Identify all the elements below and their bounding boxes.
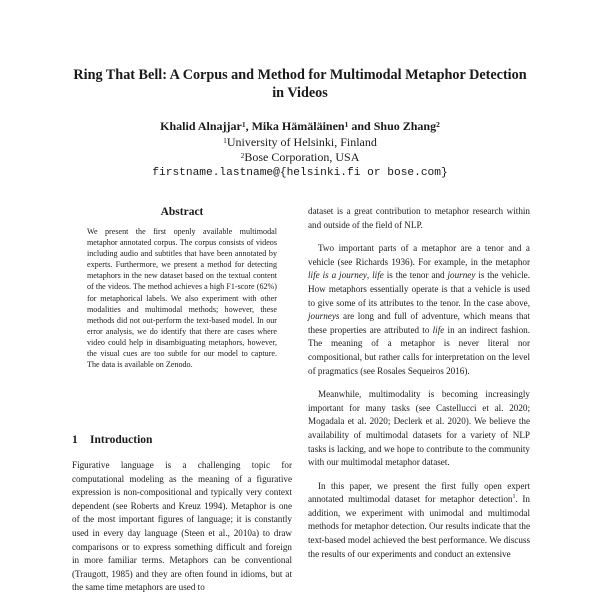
p4-text-a: In this paper, we present the first fully open expert annotated multimodal dataset for metaphor detection [308, 480, 530, 505]
p2-emph-5: life [432, 324, 445, 335]
affiliation-2-text: Bose Corporation, USA [244, 150, 360, 164]
author-2: Mika Hämäläinen [251, 119, 345, 133]
affiliation-2 [40, 150, 560, 166]
p2-emph-3: journey [447, 270, 476, 281]
author-sep-1: , [245, 119, 252, 133]
p2-text-d: is the vehicle. How metaphors essentially operate is that a vehicle is used to give some of its attributes to the tenor. In the case above, [308, 270, 530, 308]
affiliation-1 [40, 135, 560, 151]
section-heading-introduction [72, 434, 292, 446]
title-line-1: Ring That Bell: A Corpus and Method for Multimodal Metaphor Detection [73, 67, 527, 83]
author-3-sup: 2 [436, 120, 440, 129]
right-paragraph-4 [308, 480, 530, 562]
p2-emph-4: journeys [308, 311, 340, 322]
affiliation-1-sup: 1 [223, 135, 227, 145]
author-1-sup: 1 [241, 120, 246, 129]
author-names [40, 119, 560, 135]
p2-text-b: , [366, 270, 373, 281]
author-3: Shuo Zhang [373, 119, 437, 133]
section-title: Introduction [90, 434, 153, 446]
title-line-2: in Videos [272, 85, 328, 101]
right-paragraph-2 [308, 242, 530, 378]
p4-text-b: . In addition, we experiment with unimodal and multimodal methods for metaphor detection. Our results indicate that the text-based model achieved the best performance. We discuss the results of our experiments and conduct an extensive [308, 494, 530, 559]
author-block [40, 119, 560, 181]
right-paragraph-3: Meanwhile, multimodality is becoming increasingly important for many tasks (see Castellucci et al. 2020; Mogadala et al. 2020; Declerk et al. 2020). We believe the availability of multimodal datasets for a variety of NLP tasks is lacking, and we hope to contribute to the community with our multimodal metaphor dataset. [308, 389, 530, 468]
p2-text-f: in an indirect fashion. The meaning of a metaphor is never literal nor compositional, but rather calls for interpretation on the level of pragmatics (see Rosales Sequeiros 2016). [308, 324, 530, 376]
p2-text-a: Two important parts of a metaphor are a tenor and a vehicle (see Richards 1936). For example, in the metaphor [308, 243, 530, 267]
paper-title [40, 66, 560, 102]
introduction-paragraph: Figurative language is a challenging topic for computational modeling as the meaning of a figurative expression is non-compositional and typically very context dependent (see Roberts and Kreuz 1994). Metaphor is one of the most important figures of language; it is constantly used in every day language (Steen et al., 2010a) to draw comparisons or to express something difficult and foreign in more familiar terms. Metaphors can be conventional (Traugott, 1985) and they are often found in idioms, but at the same time metaphors are used to [72, 460, 292, 593]
right-column [308, 205, 530, 571]
footnote-marker: 1 [512, 494, 516, 501]
author-1: Khalid Alnajjar [160, 119, 242, 133]
author-sep-2: and [348, 119, 374, 133]
right-paragraph-1: dataset is a great contribution to metaphor research within and outside of the field of NLP. [308, 206, 530, 230]
abstract-heading: Abstract [160, 206, 204, 218]
affiliation-2-sup: 2 [240, 151, 245, 160]
p2-text-c: is the tenor and [383, 270, 448, 281]
p2-emph-2: life [372, 270, 384, 281]
p2-text-e: are long and full of adventure, which means that these properties are attributed to [308, 311, 530, 335]
section-number: 1 [72, 434, 78, 446]
author-email: firstname.lastname@{helsinki.fi or bose.com} [152, 166, 448, 179]
abstract-body [87, 226, 277, 370]
author-2-sup: 1 [344, 120, 349, 129]
affiliation-1-text: University of Helsinki, Finland [226, 134, 377, 149]
abstract-text: We present the first openly available multimodal metaphor annotated corpus. The corpus consists of videos including audio and subtitles that have been annotated by experts. Furthermore, we present a method for detecting metaphors in the new dataset based on the textual content of the videos. The method achieves a high F1-score (62%) for metaphorical labels. We also experiment with other modalities and multimodal methods; however, these methods did not out-perform the text-based model. In our error analysis, we do identify that there are cases where video could help in disambiguating metaphors, however, the visual cues are too subtle for our model to capture. The data is available on Zenodo. [87, 227, 277, 370]
introduction-body [72, 459, 292, 595]
p2-emph-1: life is a journey [308, 270, 367, 281]
